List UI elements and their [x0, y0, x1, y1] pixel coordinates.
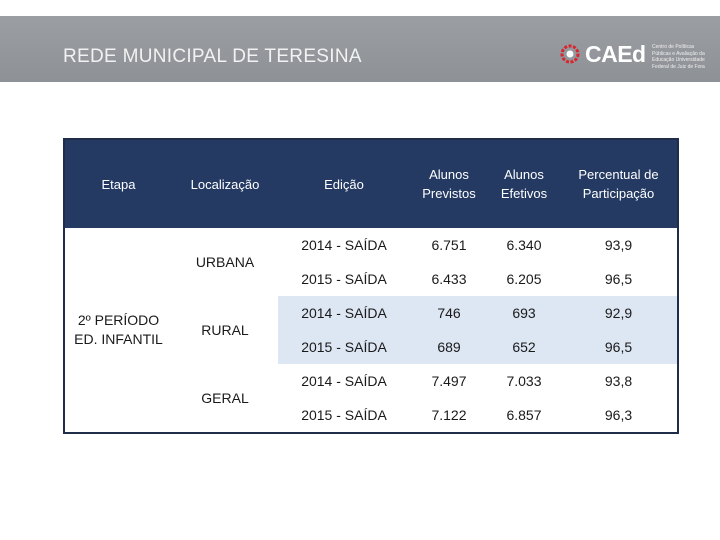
table-row	[64, 228, 678, 262]
header-efetivos-line1: Alunos	[504, 167, 544, 182]
edicao-cell: 2015 - SAÍDA	[278, 262, 410, 296]
previstos-cell: 7.497	[410, 364, 488, 398]
previstos-cell: 689	[410, 330, 488, 364]
caed-logo-icon	[560, 44, 580, 64]
efetivos-cell: 7.033	[488, 364, 560, 398]
percentual-cell: 96,5	[560, 330, 678, 364]
localizacao-rural: RURAL	[172, 296, 278, 364]
percentual-cell: 93,9	[560, 228, 678, 262]
header-edicao: Edição	[278, 139, 410, 228]
edicao-cell: 2014 - SAÍDA	[278, 228, 410, 262]
header-alunos-previstos	[410, 139, 488, 228]
table-header-row	[64, 139, 678, 228]
edicao-cell: 2015 - SAÍDA	[278, 330, 410, 364]
header-percentual-line1: Percentual de	[578, 167, 659, 182]
etapa-line2: ED. INFANTIL	[74, 331, 163, 347]
edicao-cell: 2015 - SAÍDA	[278, 398, 410, 433]
header-efetivos-line2: Efetivos	[500, 186, 548, 201]
percentual-cell: 96,3	[560, 398, 678, 433]
header-percentual	[560, 139, 678, 228]
edicao-cell: 2014 - SAÍDA	[278, 296, 410, 330]
efetivos-cell: 6.205	[488, 262, 560, 296]
slide-header	[0, 16, 720, 82]
percentual-cell: 96,5	[560, 262, 678, 296]
efetivos-cell: 652	[488, 330, 560, 364]
previstos-cell: 7.122	[410, 398, 488, 433]
previstos-cell: 746	[410, 296, 488, 330]
header-percentual-line2: Participação	[582, 186, 655, 201]
previstos-cell: 6.433	[410, 262, 488, 296]
caed-logo	[560, 41, 710, 69]
page-title: REDE MUNICIPAL DE TERESINA	[63, 46, 362, 67]
logo-text: CAEd	[585, 41, 646, 67]
localizacao-geral: GERAL	[172, 364, 278, 433]
header-alunos-efetivos	[488, 139, 560, 228]
header-previstos-line2: Previstos	[422, 186, 476, 201]
header-etapa: Etapa	[64, 139, 172, 228]
header-localizacao: Localização	[172, 139, 278, 228]
percentual-cell: 92,9	[560, 296, 678, 330]
participation-table	[63, 138, 679, 434]
previstos-cell: 6.751	[410, 228, 488, 262]
etapa-line1: 2º PERÍODO	[77, 312, 160, 328]
logo-subtitle: Centro de Políticas Públicas e Avaliação da Educação Universidade Federal de Juiz de Fora	[652, 44, 705, 70]
header-previstos-line1: Alunos	[429, 167, 469, 182]
edicao-cell: 2014 - SAÍDA	[278, 364, 410, 398]
etapa-cell	[64, 228, 172, 433]
efetivos-cell: 693	[488, 296, 560, 330]
efetivos-cell: 6.340	[488, 228, 560, 262]
percentual-cell: 93,8	[560, 364, 678, 398]
efetivos-cell: 6.857	[488, 398, 560, 433]
localizacao-urbana: URBANA	[172, 228, 278, 296]
